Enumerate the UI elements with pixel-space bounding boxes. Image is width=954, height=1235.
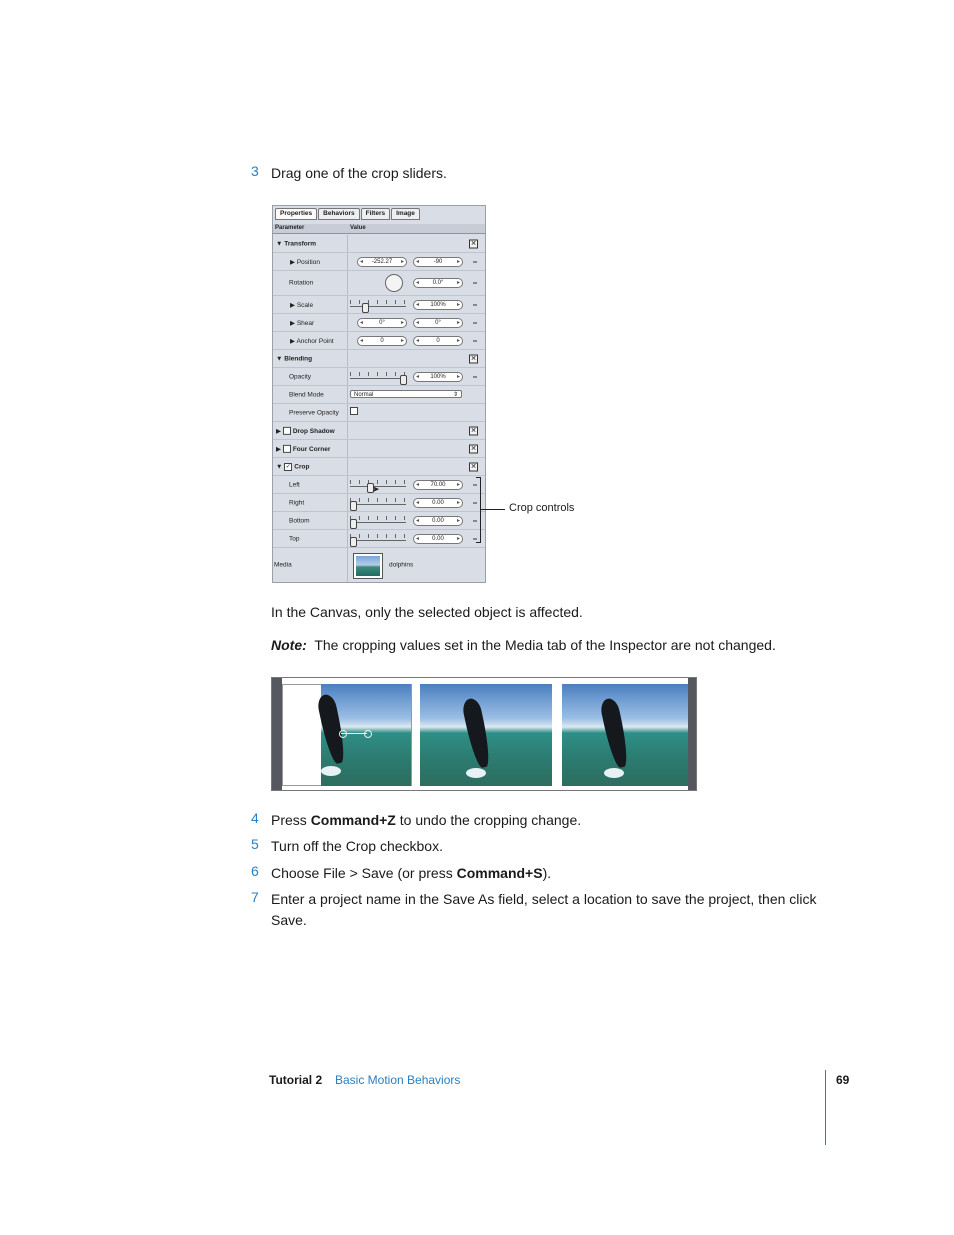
disclosure-open-icon[interactable]: ▼ [276, 240, 283, 247]
dolphin-image [562, 684, 688, 786]
menu-icon[interactable] [473, 261, 477, 262]
drop-shadow-checkbox[interactable] [283, 427, 291, 435]
media-row [273, 548, 485, 582]
four-corner-label-text: Four Corner [292, 445, 331, 453]
media-label: Media [274, 561, 292, 569]
splash-shape [321, 766, 341, 776]
crop-left-slider[interactable] [350, 480, 406, 494]
note-text: The cropping values set in the Media tab of the Inspector are not changed. [314, 637, 776, 653]
slider-knob[interactable] [350, 519, 357, 529]
step-text: Drag one of the crop sliders. [271, 165, 447, 181]
crop-label-text: Crop [294, 463, 310, 471]
step-text [271, 863, 551, 884]
menu-icon[interactable] [473, 502, 477, 503]
column-divider [347, 512, 348, 529]
anchor-point-icon[interactable] [339, 730, 347, 738]
anchor-label-text: Anchor Point [296, 337, 334, 345]
preserve-opacity-row [273, 404, 485, 422]
disclosure-closed-icon[interactable]: ▶ [290, 319, 295, 327]
footer-chapter: Tutorial 2 [269, 1073, 323, 1087]
parameter-column-label: Parameter [275, 225, 305, 231]
menu-icon[interactable] [473, 304, 477, 305]
inspector-panel [272, 205, 486, 583]
callout-leader [481, 509, 505, 510]
blend-mode-label: Blend Mode [289, 391, 324, 398]
position-y-field[interactable]: ◂ -90 ▸ [413, 257, 463, 267]
position-label [290, 258, 320, 266]
blend-mode-row [273, 386, 485, 404]
slider-knob[interactable] [350, 501, 357, 511]
blend-mode-value: Normal [354, 392, 374, 398]
disclosure-open-icon[interactable]: ▼ [276, 355, 283, 362]
rotation-label: Rotation [289, 279, 314, 287]
slider-track [350, 522, 406, 523]
crop-bottom-label: Bottom [289, 517, 310, 524]
slider-ticks [350, 372, 406, 376]
rotation-field[interactable]: ◂ 0.0° ▸ [413, 278, 463, 288]
shear-row [273, 314, 485, 332]
tab-filters[interactable]: Filters [361, 208, 391, 220]
menu-icon[interactable] [473, 484, 477, 485]
slider-track [350, 378, 406, 379]
blending-label-text: Blending [284, 355, 313, 362]
step-text-post: ). [542, 865, 552, 881]
crop-label [276, 463, 309, 471]
opacity-slider[interactable] [350, 372, 406, 382]
column-divider [347, 314, 348, 331]
tab-behaviors[interactable]: Behaviors [318, 208, 359, 220]
column-divider [347, 350, 348, 367]
transform-label-text: Transform [284, 240, 317, 247]
canvas-edge-right [688, 678, 696, 790]
menu-icon[interactable] [473, 283, 477, 284]
cropped-dolphin-image[interactable] [321, 684, 411, 786]
rotation-row [273, 271, 485, 296]
crop-bottom-slider[interactable] [350, 516, 406, 526]
shear-x-field[interactable]: ◂ 0° ▸ [357, 318, 407, 328]
canvas-edge-left [272, 678, 282, 790]
four-corner-label [276, 444, 330, 452]
crop-top-field[interactable]: ◂ 0.00 ▸ [413, 534, 463, 544]
step-number: 3 [251, 163, 259, 179]
menu-icon[interactable] [473, 520, 477, 521]
scale-label-text: Scale [296, 301, 314, 309]
column-divider [347, 271, 348, 295]
scale-label [290, 301, 313, 309]
dolphin-shape [316, 693, 348, 765]
step-number: 4 [251, 810, 259, 826]
crop-top-slider[interactable] [350, 534, 406, 544]
crop-right-slider[interactable] [350, 498, 406, 508]
transform-label[interactable] [276, 240, 316, 247]
disclosure-closed-icon[interactable]: ▶ [290, 337, 295, 345]
crop-bottom-field[interactable]: ◂ 0.00 ▸ [413, 516, 463, 526]
scale-field[interactable]: ◂ 100% ▸ [413, 300, 463, 310]
four-corner-group [273, 440, 485, 458]
blend-mode-popup[interactable] [350, 390, 462, 398]
blending-group [273, 350, 485, 368]
callout-label: Crop controls [509, 502, 575, 514]
step-text: Enter a project name in the Save As field, select a location to save the project, then click Save. [271, 891, 817, 928]
reset-icon[interactable]: ✕ [470, 463, 477, 470]
slider-knob[interactable] [400, 375, 407, 385]
anchor-y-field[interactable]: ◂ 0 ▸ [413, 336, 463, 346]
drop-shadow-label-text: Drop Shadow [292, 427, 335, 435]
step-text-pre: Choose File > Save (or press [271, 865, 457, 881]
column-divider [347, 404, 348, 421]
slider-track [350, 540, 406, 541]
shear-label [290, 319, 314, 327]
tab-properties[interactable]: Properties [275, 208, 317, 220]
column-divider [347, 235, 348, 252]
crop-top-row [273, 530, 485, 548]
opacity-field[interactable]: ◂ 100% ▸ [413, 372, 463, 382]
menu-icon[interactable] [473, 322, 477, 323]
column-divider [347, 548, 348, 582]
dolphin-image [420, 684, 552, 786]
position-label-text: Position [296, 258, 320, 266]
blending-label[interactable] [276, 355, 312, 362]
media-thumbnail[interactable] [353, 553, 383, 579]
callout-bracket [480, 477, 481, 543]
slider-ticks [350, 516, 406, 520]
column-divider [347, 476, 348, 493]
step-text-post: to undo the cropping change. [395, 812, 582, 828]
opacity-label: Opacity [289, 373, 312, 380]
note-label: Note: [271, 637, 307, 653]
drop-shadow-group [273, 422, 485, 440]
drop-shadow-label [276, 426, 335, 434]
crop-right-field[interactable]: ◂ 0.00 ▸ [413, 498, 463, 508]
crop-top-label: Top [289, 535, 300, 542]
crop-left-field[interactable]: ◂ 70.00 ▸ [413, 480, 463, 490]
inspector-tabs [275, 208, 420, 220]
anchor-x-field[interactable]: ◂ 0 ▸ [357, 336, 407, 346]
column-header [273, 224, 485, 234]
tab-image[interactable]: Image [391, 208, 420, 220]
menu-icon[interactable] [473, 538, 477, 539]
rotation-handle-icon[interactable] [364, 730, 372, 738]
footer-rule [825, 1070, 826, 1145]
column-divider [347, 332, 348, 349]
column-divider [347, 422, 348, 439]
media-thumbnail-image [356, 556, 380, 576]
crop-left-label: Left [289, 481, 300, 488]
menu-icon[interactable] [473, 340, 477, 341]
opacity-row [273, 368, 485, 386]
anchor-label [290, 337, 334, 345]
crop-right-row [273, 494, 485, 512]
shear-label-text: Shear [296, 319, 315, 327]
value-column-label: Value [350, 225, 366, 231]
column-divider [347, 368, 348, 385]
note [271, 635, 776, 656]
column-divider [347, 386, 348, 403]
preserve-opacity-checkbox[interactable] [350, 407, 358, 415]
cursor-arrow-icon: ➤ [372, 483, 380, 494]
popup-arrows-icon: ⇕ [452, 392, 458, 398]
step-number: 6 [251, 863, 259, 879]
scale-slider[interactable] [350, 300, 406, 310]
column-divider [347, 296, 348, 313]
slider-knob[interactable] [362, 303, 369, 313]
slider-track [350, 306, 406, 307]
position-x-field[interactable]: ◂ -252.27 ▸ [357, 257, 407, 267]
slider-ticks [350, 300, 406, 304]
rotation-dial[interactable] [385, 274, 403, 292]
disclosure-closed-icon[interactable]: ▶ [276, 427, 281, 435]
transform-group [273, 235, 485, 253]
column-divider [347, 440, 348, 457]
preserve-opacity-label: Preserve Opacity [289, 409, 339, 416]
paragraph: In the Canvas, only the selected object is affected. [271, 604, 583, 620]
splash-shape [466, 768, 486, 778]
slider-track [350, 504, 406, 505]
canvas-strip [271, 677, 697, 791]
step-number: 7 [251, 889, 259, 905]
media-name: dolphins [389, 561, 414, 569]
step-number: 5 [251, 836, 259, 852]
column-divider [347, 458, 348, 475]
crop-bottom-row [273, 512, 485, 530]
shortcut: Command+Z [310, 812, 396, 828]
crop-right-label: Right [289, 499, 305, 506]
reset-icon[interactable]: ✕ [470, 240, 477, 247]
step-text: Turn off the Crop checkbox. [271, 838, 443, 854]
crop-checkbox[interactable]: ✓ [285, 463, 291, 470]
slider-ticks [350, 534, 406, 538]
four-corner-checkbox[interactable] [283, 445, 291, 453]
column-divider [347, 253, 348, 270]
crop-left-row [273, 476, 485, 494]
footer-title: Basic Motion Behaviors [335, 1073, 461, 1087]
crop-group [273, 458, 485, 476]
scale-row [273, 296, 485, 314]
dolphin-shape [461, 697, 493, 769]
column-divider [347, 494, 348, 511]
step-text [271, 810, 581, 831]
disclosure-closed-icon[interactable]: ▶ [290, 301, 295, 309]
reset-icon[interactable]: ✕ [470, 445, 477, 452]
splash-shape [604, 768, 624, 778]
column-divider [347, 530, 348, 547]
callout-bracket-top [476, 477, 481, 478]
page-number: 69 [836, 1073, 850, 1087]
callout-bracket-bottom [476, 542, 481, 543]
position-row [273, 253, 485, 271]
shortcut: Command+S [456, 865, 543, 881]
disclosure-closed-icon[interactable]: ▶ [276, 445, 281, 453]
slider-ticks [350, 498, 406, 502]
disclosure-open-icon[interactable]: ▼ [276, 463, 283, 471]
dolphin-shape [599, 697, 631, 769]
reset-icon[interactable]: ✕ [470, 355, 477, 362]
menu-icon[interactable] [473, 376, 477, 377]
slider-knob[interactable] [350, 537, 357, 547]
anchor-row [273, 332, 485, 350]
disclosure-closed-icon[interactable]: ▶ [290, 258, 295, 266]
step-text-pre: Press [271, 812, 311, 828]
shear-y-field[interactable]: ◂ 0° ▸ [413, 318, 463, 328]
reset-icon[interactable]: ✕ [470, 427, 477, 434]
